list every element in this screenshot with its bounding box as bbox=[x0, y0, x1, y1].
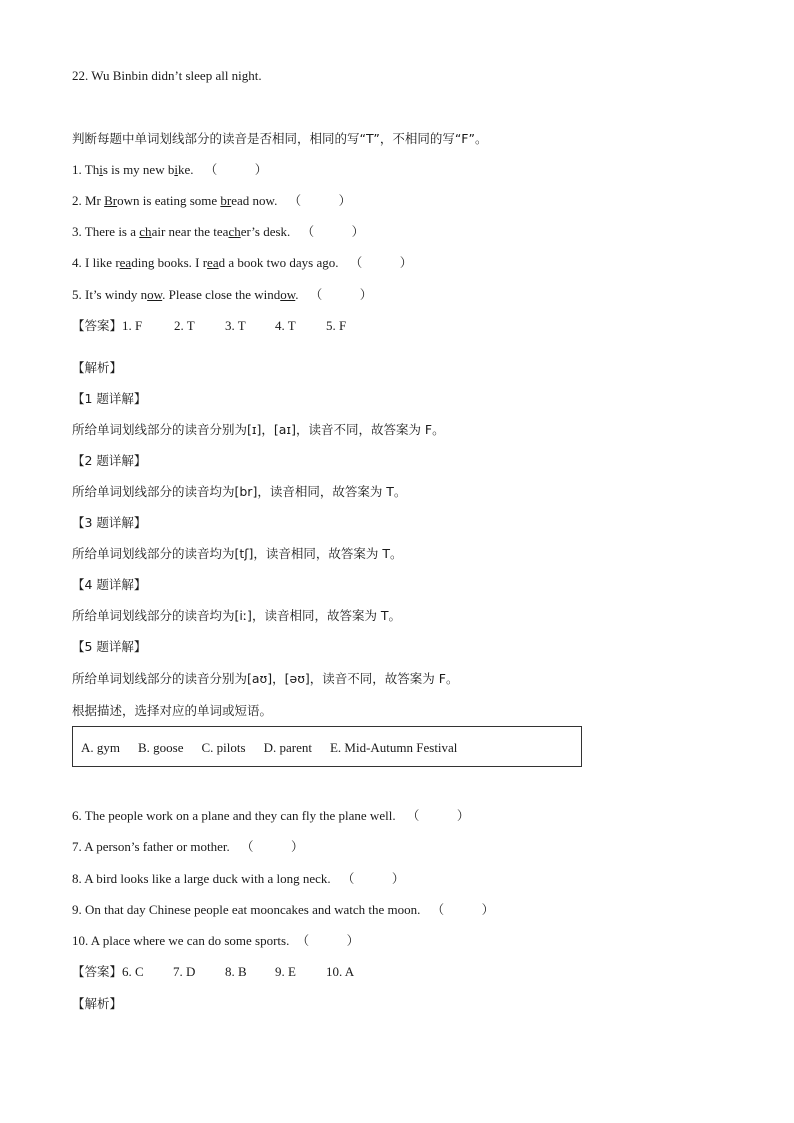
detail-text-2: 所给单词划线部分的读音均为[br]，读音相同，故答案为 T。 bbox=[72, 484, 407, 499]
answer-blank: （ ） bbox=[296, 933, 360, 948]
word-option: B. goose bbox=[138, 740, 184, 755]
underlined-sound: i bbox=[99, 162, 103, 177]
answer-label: 【答案】 bbox=[72, 318, 123, 333]
description-item-8: 8. A bird looks like a large duck with a long neck. （ ） bbox=[72, 871, 405, 886]
underlined-sound: ow bbox=[147, 287, 163, 302]
detail-heading-3: 【3 题详解】 bbox=[72, 515, 147, 530]
answer-item: 1. F bbox=[122, 318, 143, 333]
answer-blank: （ ） bbox=[406, 808, 470, 823]
answer-item: 10. A bbox=[326, 964, 355, 979]
underlined-sound: ea bbox=[207, 255, 219, 270]
answer-item: 7. D bbox=[173, 964, 196, 979]
word-option: A. gym bbox=[81, 740, 120, 755]
detail-text-1: 所给单词划线部分的读音分别为[ɪ]，[aɪ]，读音不同，故答案为 F。 bbox=[72, 422, 445, 437]
answers-1-5 bbox=[72, 317, 346, 335]
analysis-label-2: 【解析】 bbox=[72, 996, 123, 1011]
detail-text-3: 所给单词划线部分的读音均为[tʃ]，读音相同，故答案为 T。 bbox=[72, 546, 403, 561]
underlined-sound: ch bbox=[228, 224, 241, 239]
word-option: E. Mid-Autumn Festival bbox=[329, 740, 458, 755]
answer-label: 【答案】 bbox=[72, 964, 123, 979]
answer-blank: （ ） bbox=[241, 839, 304, 854]
phonics-item-2: 2. Mr Brown is eating some bread now. （ ） bbox=[72, 193, 352, 208]
phonics-item-3: 3. There is a chair near the teacher’s desk. （ ） bbox=[72, 224, 365, 239]
underlined-sound: br bbox=[220, 193, 232, 208]
answers-6-10 bbox=[72, 963, 354, 981]
answer-item: 6. C bbox=[122, 964, 144, 979]
underlined-sound: ow bbox=[280, 287, 296, 302]
description-item-9: 9. On that day Chinese people eat mooncakes and watch the moon. （ ） bbox=[72, 902, 495, 917]
description-item-7: 7. A person’s father or mother. （ ） bbox=[72, 839, 304, 854]
word-option: D. parent bbox=[263, 740, 312, 755]
answer-item: 2. T bbox=[174, 318, 195, 333]
section1-instruction: 判断每题中单词划线部分的读音是否相同，相同的写“T”，不相同的写“F”。 bbox=[72, 131, 488, 146]
word-bank-box bbox=[72, 726, 582, 767]
question-22: 22. Wu Binbin didn’t sleep all night. bbox=[72, 68, 262, 83]
answer-blank: （ ） bbox=[288, 193, 352, 208]
detail-heading-2: 【2 题详解】 bbox=[72, 453, 147, 468]
answer-blank: （ ） bbox=[349, 255, 413, 270]
answer-blank: （ ） bbox=[301, 224, 365, 239]
answer-blank: （ ） bbox=[431, 902, 495, 917]
underlined-sound: Br bbox=[104, 193, 118, 208]
detail-heading-1: 【1 题详解】 bbox=[72, 391, 147, 406]
detail-text-4: 所给单词划线部分的读音均为[iː]，读音相同，故答案为 T。 bbox=[72, 608, 402, 623]
section2-instruction: 根据描述，选择对应的单词或短语。 bbox=[72, 703, 273, 718]
phonics-item-5: 5. It’s windy now. Please close the window. （ ） bbox=[72, 287, 373, 302]
detail-heading-5: 【5 题详解】 bbox=[72, 639, 147, 654]
word-option: C. pilots bbox=[201, 740, 246, 755]
analysis-label: 【解析】 bbox=[72, 360, 123, 375]
detail-heading-4: 【4 题详解】 bbox=[72, 577, 147, 592]
phonics-item-4: 4. I like reading books. I read a book two days ago. （ ） bbox=[72, 255, 413, 270]
underlined-sound: i bbox=[174, 162, 178, 177]
answer-blank: （ ） bbox=[309, 287, 373, 302]
description-item-10: 10. A place where we can do some sports. （ ） bbox=[72, 933, 360, 948]
answer-blank: （ ） bbox=[341, 871, 405, 886]
underlined-sound: ch bbox=[139, 224, 152, 239]
answer-blank: （ ） bbox=[204, 162, 268, 177]
answer-item: 9. E bbox=[275, 964, 296, 979]
answer-item: 5. F bbox=[326, 318, 347, 333]
answer-item: 3. T bbox=[225, 318, 246, 333]
answer-item: 8. B bbox=[225, 964, 247, 979]
answer-item: 4. T bbox=[275, 318, 296, 333]
underlined-sound: ea bbox=[119, 255, 132, 270]
detail-text-5: 所给单词划线部分的读音分别为[aʊ]，[əʊ]，读音不同，故答案为 F。 bbox=[72, 671, 459, 686]
phonics-item-1: 1. This is my new bike. （ ） bbox=[72, 162, 268, 177]
description-item-6: 6. The people work on a plane and they can fly the plane well. （ ） bbox=[72, 808, 470, 823]
